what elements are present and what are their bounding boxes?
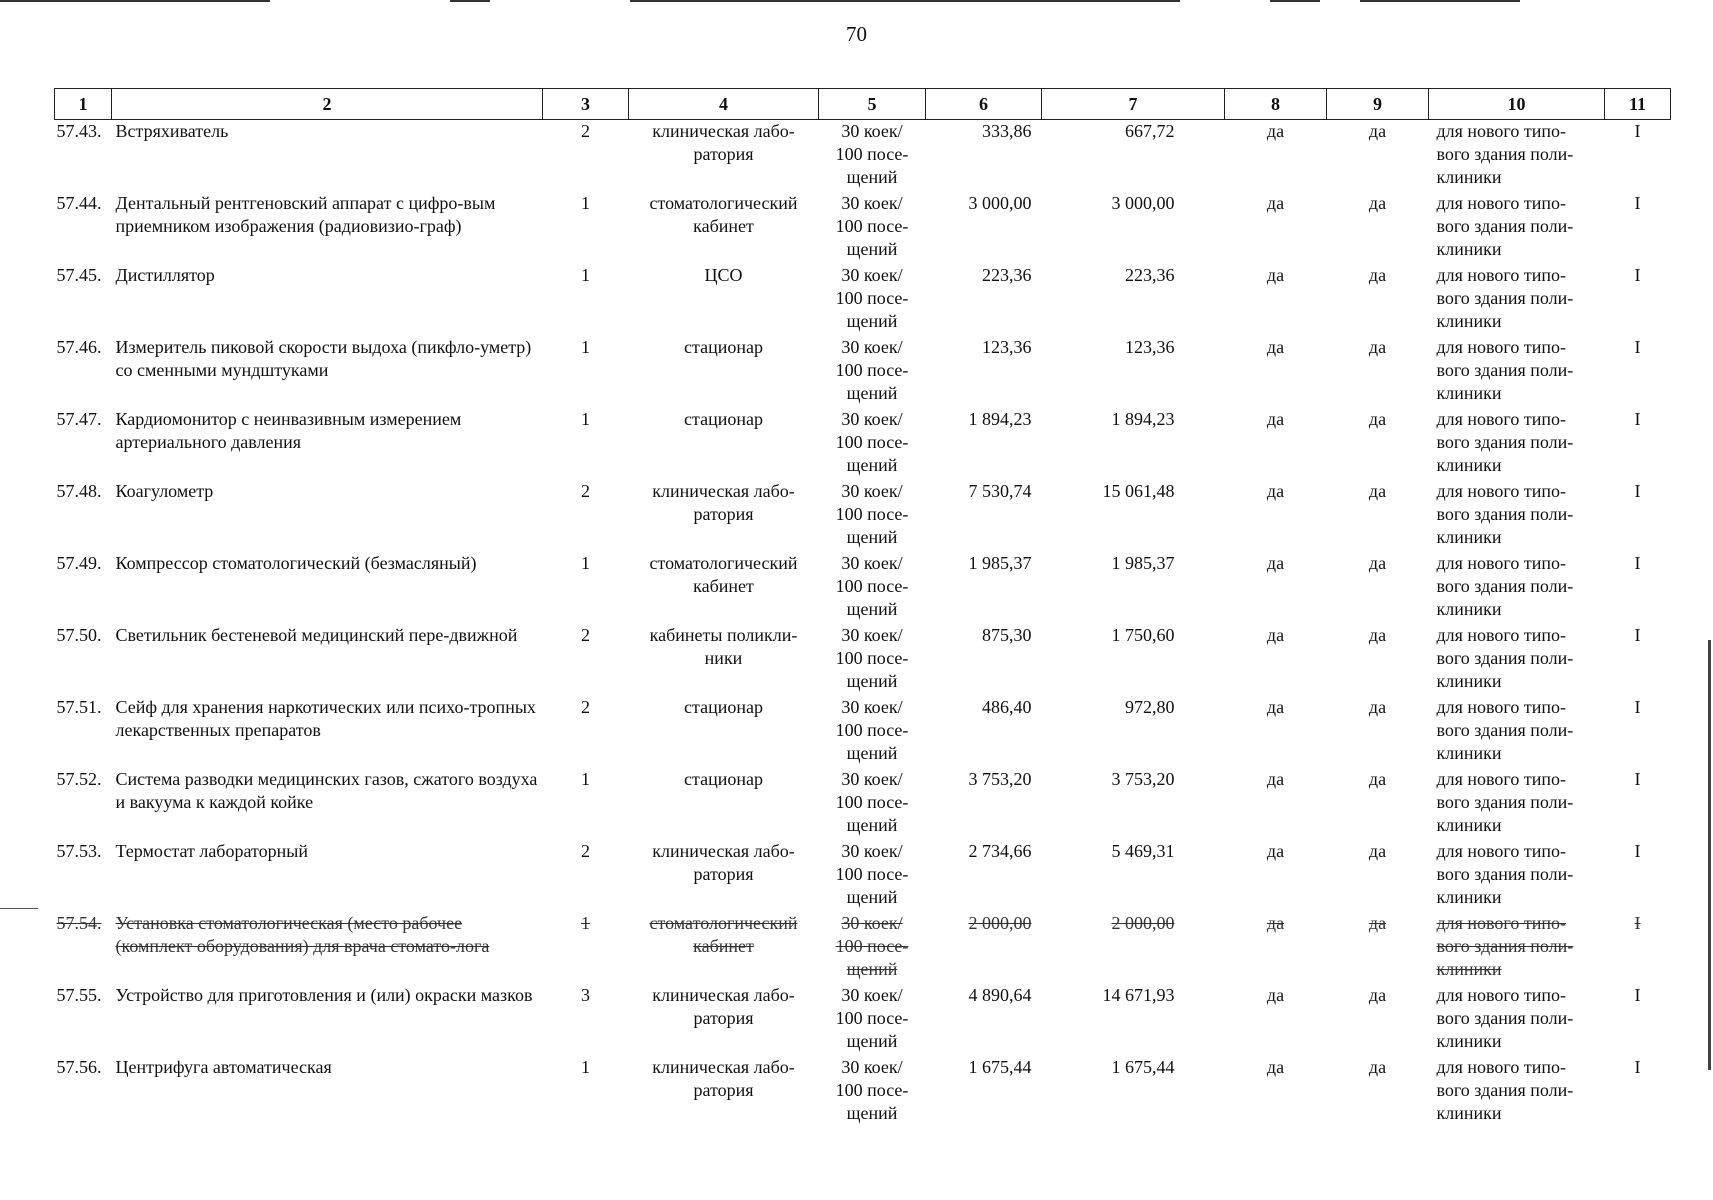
item-price: 2 734,66: [968, 841, 1032, 861]
item-location: клиническая лабо-ратория: [652, 1057, 795, 1100]
item-norm: 30 коек/ 100 посе- щений: [835, 409, 909, 475]
col8-value: да: [1266, 913, 1285, 933]
item-name: Компрессор стоматологический (безмасляный): [115, 553, 477, 573]
item-quantity: 2: [581, 481, 590, 501]
item-location: ЦСО: [704, 265, 743, 285]
item-number: 57.44.: [56, 193, 102, 213]
item-quantity: 1: [581, 337, 590, 357]
item-location: клиническая лабо-ратория: [652, 481, 795, 524]
item-name: Кардиомонитор с неинвазивным измерением артериального давления: [115, 409, 462, 452]
item-name: Светильник бестеневой медицинский пере-движной: [115, 625, 518, 645]
col9-value: да: [1368, 985, 1387, 1005]
table-row: [55, 1056, 1671, 1128]
item-quantity: 1: [581, 265, 590, 285]
col8-value: да: [1266, 697, 1285, 717]
col11-value: I: [1634, 913, 1641, 933]
item-price: 3 753,20: [968, 769, 1032, 789]
item-total: 667,72: [1125, 121, 1175, 141]
col11-value: I: [1634, 625, 1641, 645]
item-note: для нового типо- вого здания поли- клиники: [1436, 121, 1574, 187]
item-name: Дентальный рентгеновский аппарат с цифро-вым приемником изображения (радиовизио-граф): [115, 193, 496, 236]
table-row: [55, 768, 1671, 840]
table-row: [55, 192, 1671, 264]
item-price: 1 985,37: [968, 553, 1032, 573]
col9-value: да: [1368, 841, 1387, 861]
item-location: стационар: [684, 769, 763, 789]
col8-value: да: [1266, 409, 1285, 429]
item-quantity: 2: [581, 625, 590, 645]
item-name: Система разводки медицинских газов, сжатого воздуха и вакуума к каждой койке: [115, 769, 538, 812]
item-norm: 30 коек/ 100 посе- щений: [835, 769, 909, 835]
item-location: стационар: [684, 697, 763, 717]
col11-value: I: [1634, 121, 1641, 141]
item-number: 57.53.: [56, 841, 102, 861]
item-location: стоматологический кабинет: [649, 913, 798, 956]
col9-value: да: [1368, 409, 1387, 429]
item-number: 57.56.: [56, 1057, 102, 1077]
col11-value: I: [1634, 193, 1641, 213]
item-number: 57.50.: [56, 625, 102, 645]
item-norm: 30 коек/ 100 посе- щений: [835, 985, 909, 1051]
col-header: 2: [112, 89, 543, 120]
col9-value: да: [1368, 625, 1387, 645]
col8-value: да: [1266, 481, 1285, 501]
top-edge-line: [630, 0, 1120, 2]
col11-value: I: [1634, 697, 1641, 717]
item-price: 3 000,00: [968, 193, 1032, 213]
item-location: клиническая лабо-ратория: [652, 121, 795, 164]
col8-value: да: [1266, 1057, 1285, 1077]
page-number: 70: [846, 22, 867, 46]
col8-value: да: [1266, 265, 1285, 285]
item-price: 123,36: [982, 337, 1032, 357]
item-number: 57.43.: [56, 121, 102, 141]
col11-value: I: [1634, 553, 1641, 573]
item-note: для нового типо- вого здания поли- клиники: [1436, 193, 1574, 259]
item-total: 14 671,93: [1102, 985, 1175, 1005]
item-name: Установка стоматологическая (место рабочее (комплект оборудования) для врача стомато-лога: [115, 913, 490, 956]
col8-value: да: [1266, 841, 1285, 861]
item-quantity: 1: [581, 1057, 590, 1077]
item-quantity: 1: [581, 913, 590, 933]
item-price: 4 890,64: [968, 985, 1032, 1005]
table-row: [55, 408, 1671, 480]
col-header: 9: [1327, 89, 1429, 120]
item-norm: 30 коек/ 100 посе- щений: [835, 265, 909, 331]
item-note: для нового типо- вого здания поли- клиники: [1436, 697, 1574, 763]
table-row: [55, 336, 1671, 408]
col-header: 11: [1605, 89, 1671, 120]
table-row: [55, 912, 1671, 984]
item-quantity: 3: [581, 985, 590, 1005]
item-price: 1 894,23: [968, 409, 1032, 429]
top-edge-line: [1120, 0, 1180, 2]
item-price: 1 675,44: [968, 1057, 1032, 1077]
item-quantity: 1: [581, 409, 590, 429]
item-quantity: 1: [581, 193, 590, 213]
right-edge-mark: [1708, 640, 1711, 1070]
col11-value: I: [1634, 409, 1641, 429]
item-price: 223,36: [982, 265, 1032, 285]
table-row: [55, 624, 1671, 696]
col9-value: да: [1368, 121, 1387, 141]
item-norm: 30 коек/ 100 посе- щений: [835, 1057, 909, 1123]
item-total: 5 469,31: [1111, 841, 1175, 861]
top-edge-line: [0, 0, 270, 2]
item-total: 1 894,23: [1111, 409, 1175, 429]
item-norm: 30 коек/ 100 посе- щений: [835, 625, 909, 691]
item-location: стационар: [684, 409, 763, 429]
col11-value: I: [1634, 265, 1641, 285]
col11-value: I: [1634, 481, 1641, 501]
col9-value: да: [1368, 913, 1387, 933]
item-number: 57.51.: [56, 697, 102, 717]
col9-value: да: [1368, 265, 1387, 285]
col-header: 8: [1225, 89, 1327, 120]
item-name: Сейф для хранения наркотических или психо-тропных лекарственных препаратов: [115, 697, 536, 740]
item-price: 7 530,74: [968, 481, 1032, 501]
item-note: для нового типо- вого здания поли- клиники: [1436, 625, 1574, 691]
item-quantity: 1: [581, 769, 590, 789]
item-note: для нового типо- вого здания поли- клиники: [1436, 985, 1574, 1051]
col8-value: да: [1266, 337, 1285, 357]
col11-value: I: [1634, 841, 1641, 861]
table-row: [55, 552, 1671, 624]
item-price: 2 000,00: [968, 913, 1032, 933]
item-note: для нового типо- вого здания поли- клиники: [1436, 769, 1574, 835]
item-name: Устройство для приготовления и (или) окраски мазков: [115, 985, 533, 1005]
col9-value: да: [1368, 1057, 1387, 1077]
item-quantity: 2: [581, 121, 590, 141]
item-note: для нового типо- вого здания поли- клиники: [1436, 553, 1574, 619]
col11-value: I: [1634, 769, 1641, 789]
item-number: 57.48.: [56, 481, 102, 501]
col8-value: да: [1266, 625, 1285, 645]
item-norm: 30 коек/ 100 посе- щений: [835, 193, 909, 259]
col9-value: да: [1368, 193, 1387, 213]
item-name: Измеритель пиковой скорости выдоха (пикфло-уметр) со сменными мундштуками: [115, 337, 532, 380]
item-norm: 30 коек/ 100 посе- щений: [835, 553, 909, 619]
item-norm: 30 коек/ 100 посе- щений: [835, 697, 909, 763]
item-norm: 30 коек/ 100 посе- щений: [835, 481, 909, 547]
item-location: стоматологический кабинет: [649, 553, 798, 596]
item-total: 223,36: [1125, 265, 1175, 285]
col9-value: да: [1368, 697, 1387, 717]
item-norm: 30 коек/ 100 посе- щений: [835, 337, 909, 403]
col11-value: I: [1634, 1057, 1641, 1077]
item-quantity: 2: [581, 697, 590, 717]
col-header: 3: [543, 89, 629, 120]
item-name: Дистиллятор: [115, 265, 215, 285]
col8-value: да: [1266, 553, 1285, 573]
item-location: клиническая лабо-ратория: [652, 841, 795, 884]
item-note: для нового типо- вого здания поли- клиники: [1436, 481, 1574, 547]
col-header: 10: [1429, 89, 1605, 120]
top-edge-line: [1360, 0, 1520, 2]
item-location: стационар: [684, 337, 763, 357]
item-total: 1 750,60: [1111, 625, 1175, 645]
margin-mark: [0, 908, 38, 909]
col11-value: I: [1634, 337, 1641, 357]
item-name: Центрифуга автоматическая: [115, 1057, 332, 1077]
item-number: 57.45.: [56, 265, 102, 285]
table-row: [55, 840, 1671, 912]
item-quantity: 1: [581, 553, 590, 573]
col8-value: да: [1266, 121, 1285, 141]
item-location: клиническая лабо-ратория: [652, 985, 795, 1028]
col-header: 4: [629, 89, 819, 120]
item-name: Коагулометр: [115, 481, 214, 501]
item-total: 123,36: [1125, 337, 1175, 357]
table-row: [55, 480, 1671, 552]
table-row: [55, 984, 1671, 1056]
table-row: [55, 120, 1671, 193]
col9-value: да: [1368, 481, 1387, 501]
table-row: [55, 264, 1671, 336]
item-number: 57.52.: [56, 769, 102, 789]
item-norm: 30 коек/ 100 посе- щений: [835, 841, 909, 907]
item-number: 57.55.: [56, 985, 102, 1005]
item-number: 57.49.: [56, 553, 102, 573]
item-norm: 30 коек/ 100 посе- щений: [835, 913, 909, 979]
col8-value: да: [1266, 985, 1285, 1005]
col9-value: да: [1368, 769, 1387, 789]
item-total: 3 753,20: [1111, 769, 1175, 789]
col8-value: да: [1266, 193, 1285, 213]
table-row: [55, 696, 1671, 768]
item-price: 486,40: [982, 697, 1032, 717]
col11-value: I: [1634, 985, 1641, 1005]
item-name: Встряхиватель: [115, 121, 229, 141]
item-name: Термостат лабораторный: [115, 841, 308, 861]
top-edge-line: [1270, 0, 1320, 2]
item-norm: 30 коек/ 100 посе- щений: [835, 121, 909, 187]
item-number: 57.54.: [56, 913, 102, 933]
item-note: для нового типо- вого здания поли- клиники: [1436, 1057, 1574, 1123]
header-row: [55, 89, 1671, 120]
col-header: 1: [55, 89, 112, 120]
item-total: 3 000,00: [1111, 193, 1175, 213]
item-price: 875,30: [982, 625, 1032, 645]
item-number: 57.47.: [56, 409, 102, 429]
item-note: для нового типо- вого здания поли- клиники: [1436, 409, 1574, 475]
equipment-table: [54, 88, 1671, 1128]
item-total: 972,80: [1125, 697, 1175, 717]
item-total: 15 061,48: [1102, 481, 1175, 501]
col9-value: да: [1368, 553, 1387, 573]
item-total: 1 675,44: [1111, 1057, 1175, 1077]
item-location: кабинеты поликли-ники: [649, 625, 798, 668]
col9-value: да: [1368, 337, 1387, 357]
item-quantity: 2: [581, 841, 590, 861]
item-location: стоматологический кабинет: [649, 193, 798, 236]
item-note: для нового типо- вого здания поли- клиники: [1436, 265, 1574, 331]
col-header: 6: [926, 89, 1042, 120]
item-total: 2 000,00: [1111, 913, 1175, 933]
item-price: 333,86: [982, 121, 1032, 141]
col8-value: да: [1266, 769, 1285, 789]
item-note: для нового типо- вого здания поли- клиники: [1436, 337, 1574, 403]
item-total: 1 985,37: [1111, 553, 1175, 573]
item-number: 57.46.: [56, 337, 102, 357]
col-header: 5: [819, 89, 926, 120]
item-note: для нового типо- вого здания поли- клиники: [1436, 913, 1574, 979]
top-edge-line: [450, 0, 490, 2]
item-note: для нового типо- вого здания поли- клиники: [1436, 841, 1574, 907]
col-header: 7: [1042, 89, 1225, 120]
